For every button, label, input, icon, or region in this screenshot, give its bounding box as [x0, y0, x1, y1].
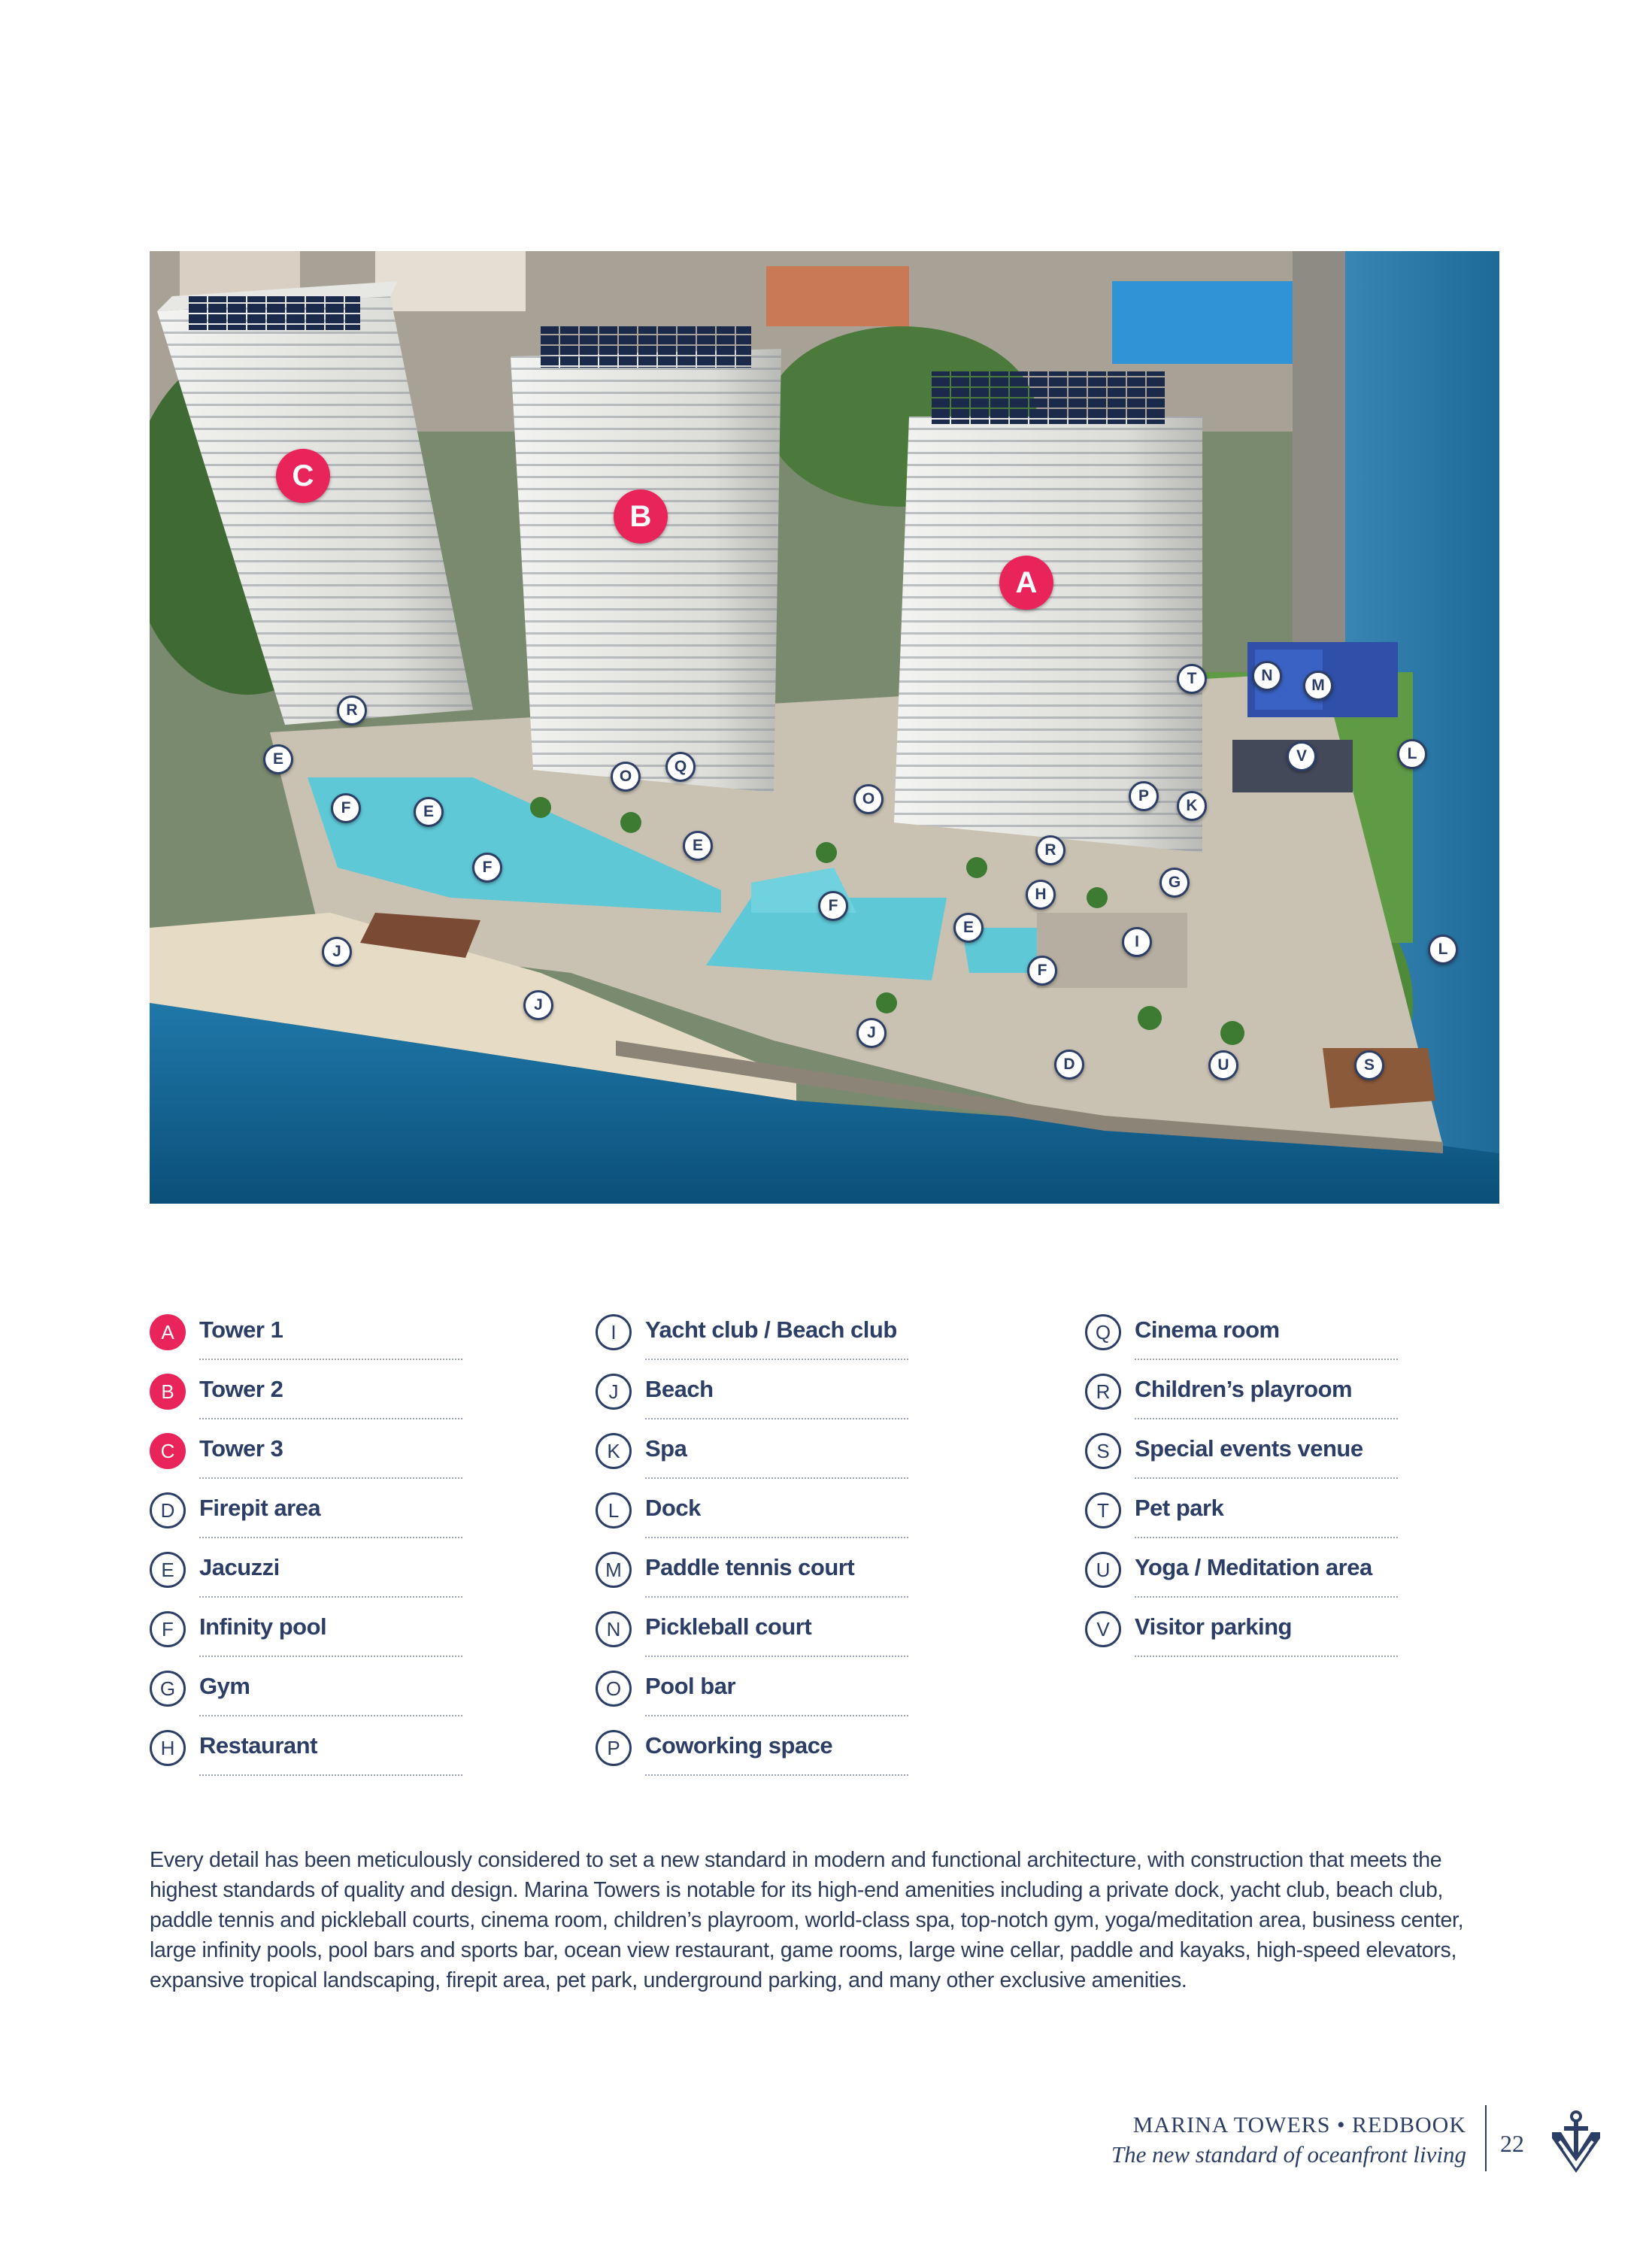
legend-badge: U	[1085, 1552, 1121, 1588]
legend-item-gym	[150, 1667, 465, 1710]
legend-badge: K	[596, 1433, 632, 1469]
map-pin: J	[856, 1018, 887, 1048]
footer-title: MARINA TOWERS • REDBOOK	[1132, 2113, 1466, 2137]
map-pin: I	[1122, 927, 1152, 957]
aerial-illustration	[150, 251, 1499, 1204]
dotted-divider	[199, 1774, 462, 1776]
legend-badge: G	[150, 1671, 186, 1707]
legend-item-restaurant	[150, 1726, 465, 1770]
map-pin: L	[1428, 935, 1458, 965]
map-pin: E	[953, 913, 984, 943]
legend-item-jacuzzi	[150, 1548, 465, 1592]
legend-label: Firepit area	[199, 1495, 321, 1521]
map-pin: G	[1159, 868, 1190, 898]
legend-item-pool-bar	[596, 1667, 911, 1710]
map-pin: P	[1129, 781, 1159, 811]
dotted-divider	[1135, 1477, 1398, 1479]
legend-badge: J	[596, 1374, 632, 1410]
dotted-divider	[1135, 1418, 1398, 1419]
map-pin: F	[1027, 956, 1057, 986]
description-paragraph: Every detail has been meticulously considered to set a new standard in modern and functional architecture, with construction that meets the highest standards of quality and design. Marina Towers is notable for its high-end amenities including a private dock, yacht club, beach club, paddle tennis and pickleball courts, cinema room, children’s playroom, world-class spa, top-notch gym, yoga/meditation area, business center, large infinity pools, pool bars and sports bar, ocean view restaurant, game rooms, large wine cellar, paddle and kayaks, high-speed elevators, expansive tropical landscaping, firepit area, pet park, underground parking, and many other exclusive amenities.	[150, 1847, 1464, 1992]
legend-item-infinity-pool	[150, 1607, 465, 1651]
legend-label: Tower 2	[199, 1376, 283, 1402]
legend-badge: N	[596, 1611, 632, 1647]
legend-badge: D	[150, 1492, 186, 1528]
legend-label: Tower 1	[199, 1316, 283, 1343]
legend-label: Children’s playroom	[1135, 1376, 1353, 1402]
legend-label: Pickleball court	[645, 1613, 812, 1640]
map-pin: F	[472, 853, 502, 883]
legend-badge: E	[150, 1552, 186, 1588]
dotted-divider	[1135, 1359, 1398, 1360]
legend-badge: M	[596, 1552, 632, 1588]
map-pin: T	[1177, 664, 1207, 694]
legend-label: Yoga / Meditation area	[1135, 1554, 1372, 1580]
map-pin: E	[263, 744, 293, 774]
legend-badge: C	[150, 1433, 186, 1469]
map-pin-tower: C	[276, 449, 330, 503]
dotted-divider	[645, 1477, 908, 1479]
map-pin: L	[1397, 739, 1427, 769]
map-pin: F	[331, 793, 361, 823]
footer-tagline: The new standard of oceanfront living	[1111, 2141, 1466, 2168]
dotted-divider	[645, 1715, 908, 1716]
legend-item-paddle-tennis-court	[596, 1548, 911, 1592]
dotted-divider	[645, 1774, 908, 1776]
dotted-divider	[199, 1656, 462, 1657]
dotted-divider	[645, 1656, 908, 1657]
legend-label: Spa	[645, 1435, 687, 1462]
legend-badge: I	[596, 1314, 632, 1350]
legend-item-visitor-parking	[1085, 1607, 1401, 1651]
legend-badge: A	[150, 1314, 186, 1350]
footer-divider	[1485, 2105, 1487, 2171]
legend-item-beach	[596, 1370, 911, 1413]
map-pin: U	[1208, 1050, 1238, 1080]
dotted-divider	[199, 1418, 462, 1419]
map-pin: E	[414, 797, 444, 827]
legend-label: Infinity pool	[199, 1613, 327, 1640]
dotted-divider	[645, 1537, 908, 1538]
map-pin: D	[1054, 1050, 1084, 1080]
legend-label: Tower 3	[199, 1435, 283, 1462]
legend-label: Yacht club / Beach club	[645, 1316, 897, 1343]
legend-item-pet-park	[1085, 1489, 1401, 1532]
dotted-divider	[1135, 1596, 1398, 1598]
legend-badge: B	[150, 1374, 186, 1410]
legend-label: Gym	[199, 1673, 250, 1699]
map-pin: N	[1252, 661, 1282, 691]
map-pin: H	[1026, 880, 1056, 910]
legend-label: Special events venue	[1135, 1435, 1363, 1462]
dotted-divider	[199, 1477, 462, 1479]
map-pin: O	[611, 762, 641, 792]
map-pin: O	[853, 784, 884, 814]
legend-label: Cinema room	[1135, 1316, 1280, 1343]
legend-label: Dock	[645, 1495, 701, 1521]
legend-item-coworking-space	[596, 1726, 911, 1770]
legend-label: Beach	[645, 1376, 714, 1402]
legend-item-childrens-playroom	[1085, 1370, 1401, 1413]
anchor-logo-icon	[1549, 2110, 1603, 2174]
map-pin-tower: A	[999, 556, 1053, 610]
map-pin: E	[683, 831, 713, 861]
map-pin: Q	[665, 752, 696, 782]
legend-label: Pool bar	[645, 1673, 736, 1699]
legend-label: Pet park	[1135, 1495, 1224, 1521]
legend-item-tower-3	[150, 1429, 465, 1473]
legend-label: Restaurant	[199, 1732, 317, 1759]
map-pin: R	[1035, 835, 1065, 865]
map-pin-tower: B	[614, 489, 668, 544]
map-pin: F	[818, 891, 848, 921]
dotted-divider	[199, 1596, 462, 1598]
legend-item-firepit-area	[150, 1489, 465, 1532]
map-pin: J	[322, 937, 352, 967]
dotted-divider	[199, 1537, 462, 1538]
dotted-divider	[645, 1359, 908, 1360]
legend-item-cinema-room	[1085, 1310, 1401, 1354]
legend-item-special-events-venue	[1085, 1429, 1401, 1473]
legend-item-tower-2	[150, 1370, 465, 1413]
legend-label: Coworking space	[645, 1732, 833, 1759]
dotted-divider	[645, 1418, 908, 1419]
footer-brand	[1111, 2111, 1466, 2170]
legend-badge: P	[596, 1730, 632, 1766]
dotted-divider	[199, 1359, 462, 1360]
legend-badge: T	[1085, 1492, 1121, 1528]
legend-badge: R	[1085, 1374, 1121, 1410]
legend-item-yacht-club	[596, 1310, 911, 1354]
legend-item-pickleball-court	[596, 1607, 911, 1651]
map-pin: J	[523, 990, 553, 1020]
legend-badge: S	[1085, 1433, 1121, 1469]
legend-badge: L	[596, 1492, 632, 1528]
aerial-site-map	[150, 251, 1499, 1204]
legend-badge: V	[1085, 1611, 1121, 1647]
map-pin: M	[1303, 671, 1333, 701]
dotted-divider	[1135, 1656, 1398, 1657]
dotted-divider	[199, 1715, 462, 1716]
legend-badge: H	[150, 1730, 186, 1766]
map-pin: V	[1287, 741, 1317, 771]
legend-label: Visitor parking	[1135, 1613, 1292, 1640]
dotted-divider	[645, 1596, 908, 1598]
legend-label: Paddle tennis court	[645, 1554, 855, 1580]
legend-label: Jacuzzi	[199, 1554, 280, 1580]
legend-item-spa	[596, 1429, 911, 1473]
legend-item-dock	[596, 1489, 911, 1532]
dotted-divider	[1135, 1537, 1398, 1538]
legend-item-yoga-meditation	[1085, 1548, 1401, 1592]
map-pin: K	[1177, 791, 1207, 821]
legend-badge: Q	[1085, 1314, 1121, 1350]
legend-item-tower-1	[150, 1310, 465, 1354]
map-pin: S	[1354, 1050, 1384, 1080]
legend-badge: O	[596, 1671, 632, 1707]
map-pin: R	[337, 695, 367, 726]
legend-badge: F	[150, 1611, 186, 1647]
page-number: 22	[1500, 2130, 1524, 2157]
